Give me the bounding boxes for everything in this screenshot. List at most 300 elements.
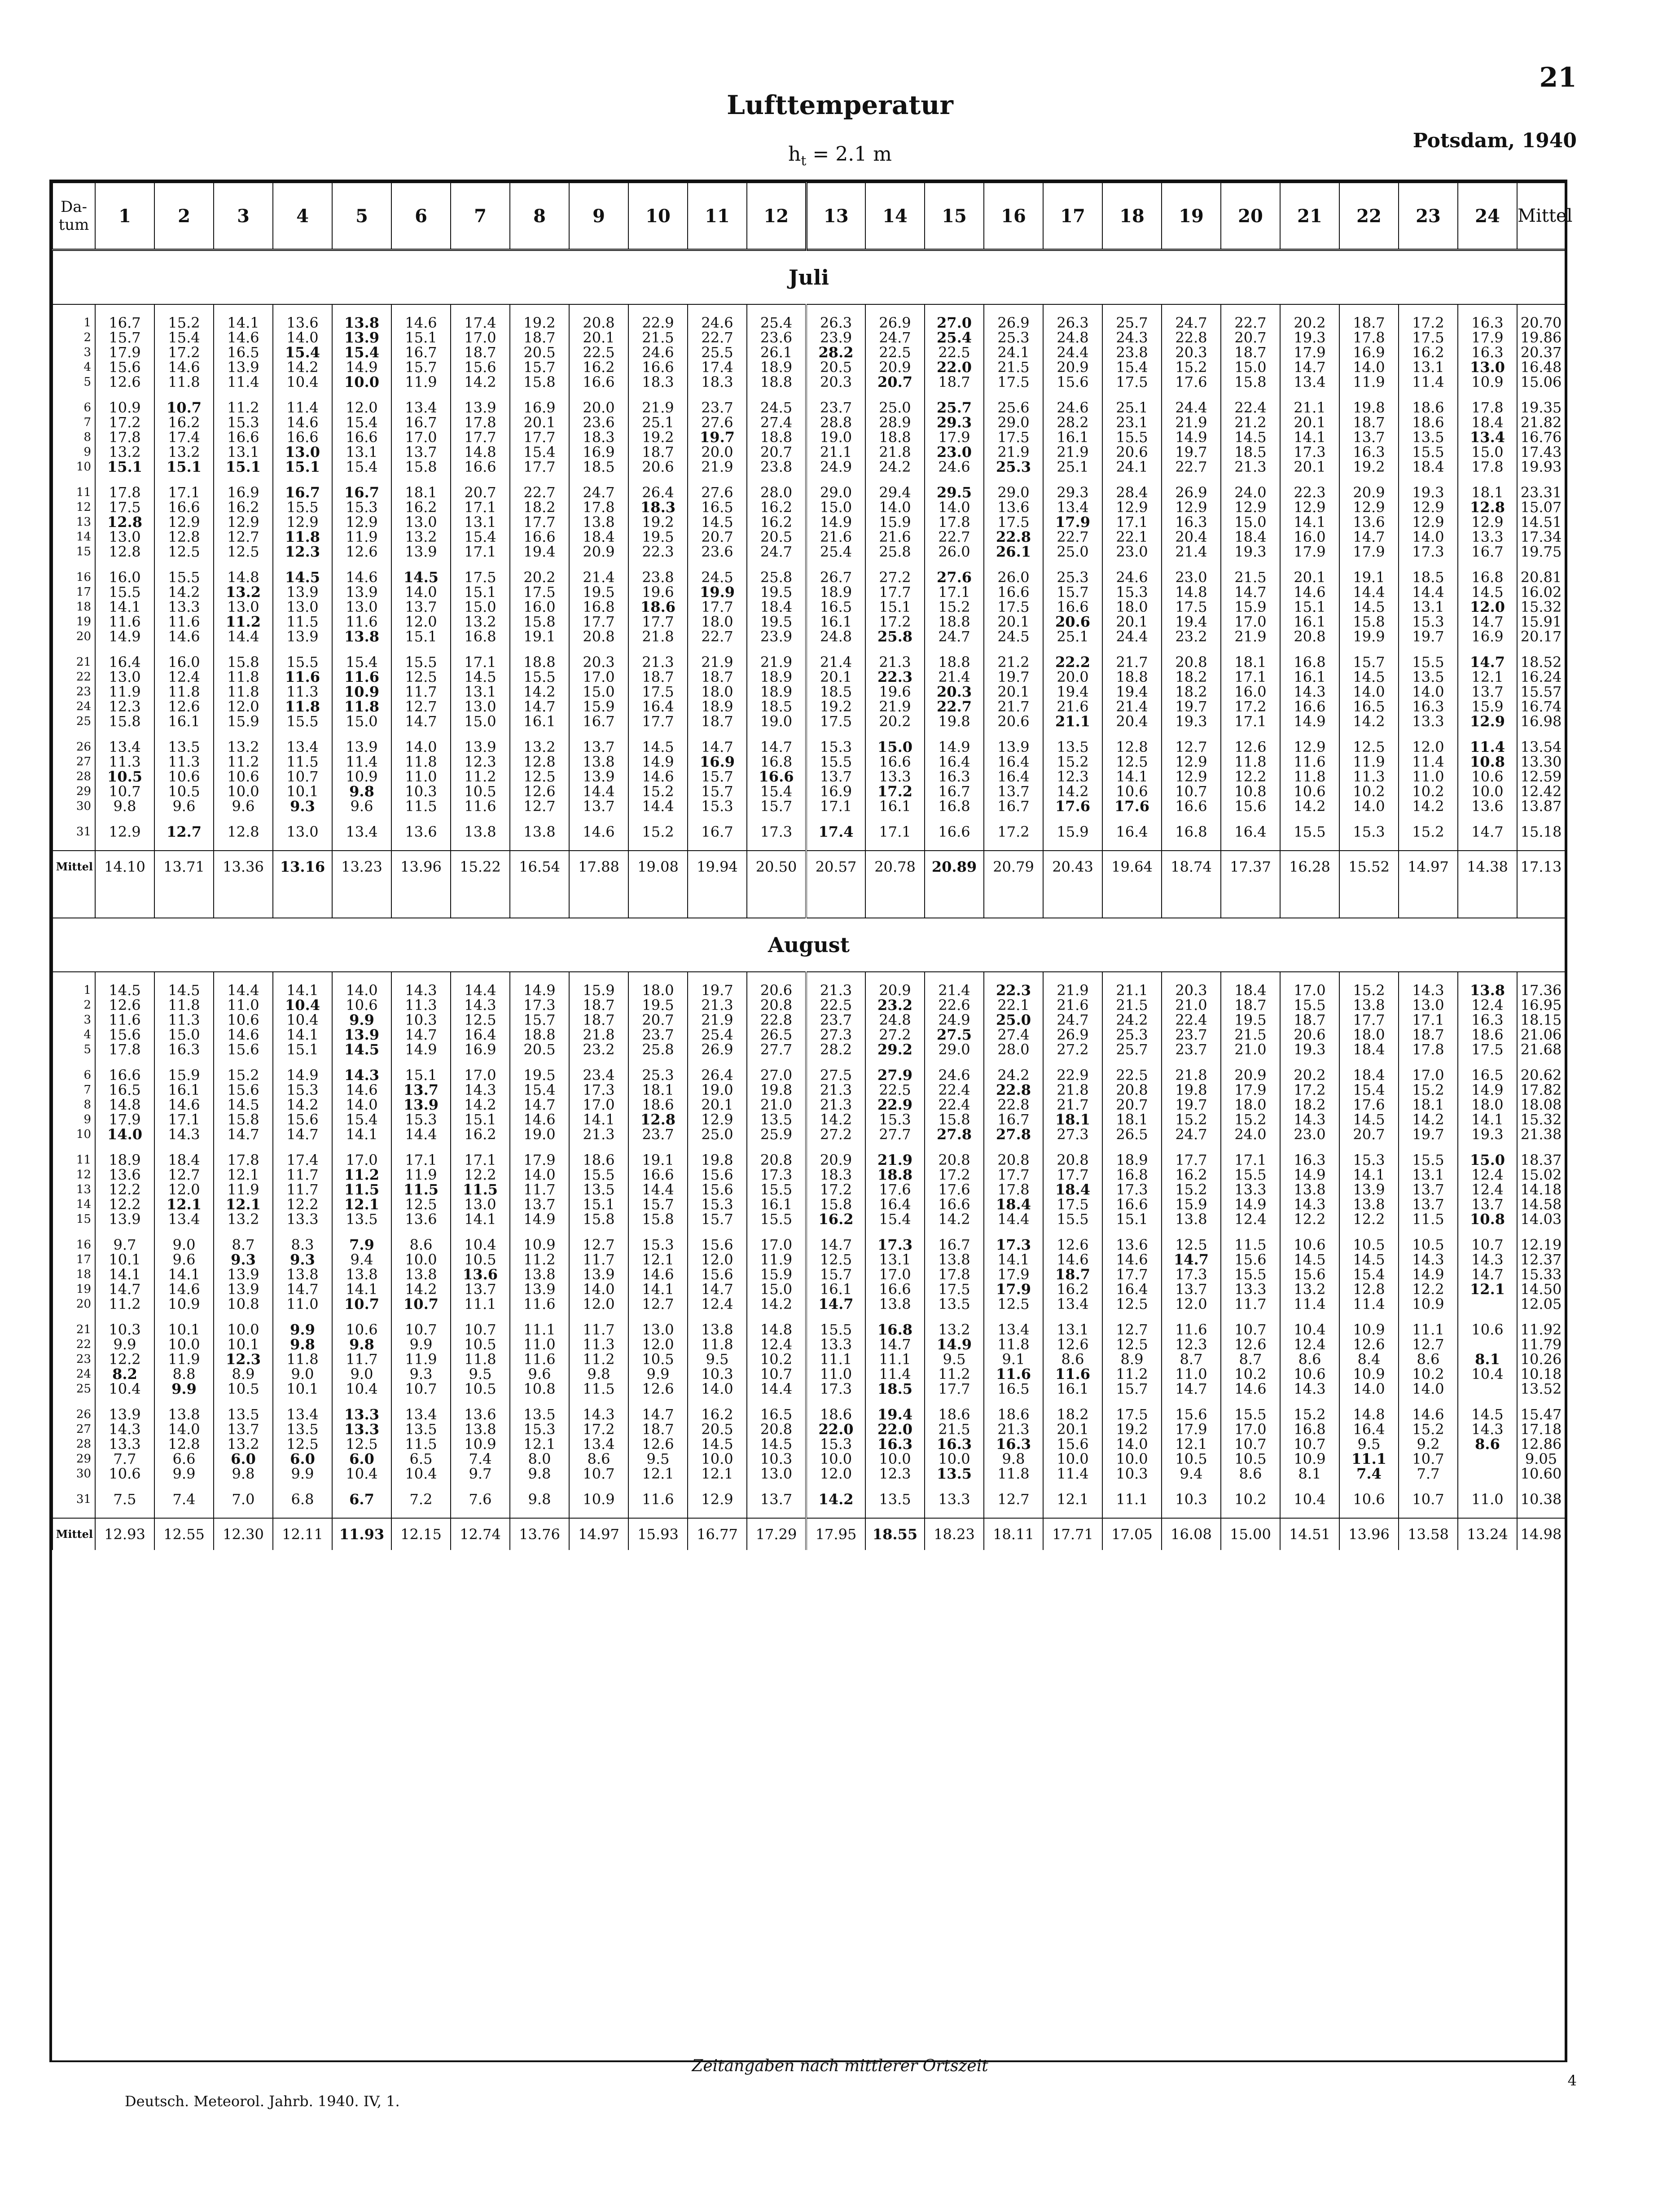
- hourly-temperature: 16.0: [1280, 530, 1339, 545]
- hourly-temperature: 13.3: [1221, 1282, 1280, 1297]
- hourly-temperature: 13.7: [1339, 430, 1399, 445]
- day-number: 20: [53, 629, 95, 644]
- hourly-temperature: 22.7: [510, 485, 569, 500]
- hourly-temperature: 14.9: [273, 1068, 332, 1083]
- hourly-temperature: 22.2: [1043, 655, 1102, 670]
- hourly-temperature: 16.4: [984, 769, 1043, 784]
- hourly-temperature: 21.8: [1162, 1068, 1221, 1083]
- hourly-temperature: 26.5: [747, 1028, 806, 1042]
- daily-mean: 16.24: [1517, 670, 1565, 685]
- hourly-temperature: 15.1: [569, 1197, 628, 1212]
- hourly-temperature: 17.5: [510, 585, 569, 600]
- hourly-temperature: 15.2: [1339, 983, 1399, 998]
- hourly-temperature: 20.2: [865, 714, 925, 729]
- empty-cell: [154, 883, 214, 918]
- hourly-temperature: 12.0: [214, 699, 273, 714]
- hour-header-5: 5: [332, 183, 391, 250]
- day-row: [53, 1407, 1565, 1422]
- hourly-temperature: 13.2: [391, 530, 451, 545]
- hourly-temperature: 15.3: [806, 740, 865, 755]
- hourly-temperature: 18.7: [688, 670, 747, 685]
- hourly-temperature: 15.9: [865, 515, 925, 530]
- hourly-temperature: 14.5: [1221, 430, 1280, 445]
- hourly-temperature: 14.2: [1399, 1112, 1458, 1127]
- hourly-temperature: 18.7: [1280, 1013, 1339, 1028]
- hourly-temperature: 14.3: [1458, 1252, 1517, 1267]
- hourly-temperature: 13.0: [273, 600, 332, 615]
- day-number: 12: [53, 500, 95, 515]
- hour-header-13: 13: [806, 183, 865, 250]
- hourly-temperature: 17.8: [214, 1153, 273, 1168]
- hourly-temperature: 17.1: [451, 500, 510, 515]
- spacer-row: [53, 304, 1565, 316]
- day-number: 31: [53, 1492, 95, 1507]
- hourly-temperature: 29.3: [925, 415, 984, 430]
- hourly-temperature: 16.8: [925, 799, 984, 814]
- hourly-temperature: 20.2: [510, 570, 569, 585]
- hourly-mean: 20.78: [865, 851, 925, 883]
- hourly-temperature: 21.4: [806, 655, 865, 670]
- hourly-temperature: 13.8: [332, 316, 391, 330]
- hourly-temperature: 17.2: [984, 825, 1043, 839]
- table-body: [53, 250, 1565, 1550]
- hourly-mean: 12.11: [273, 1518, 332, 1550]
- day-row: [53, 600, 1565, 615]
- datum-header: Da- tum: [53, 183, 95, 250]
- hourly-temperature: 16.9: [510, 400, 569, 415]
- hourly-temperature: 16.3: [925, 1437, 984, 1452]
- empty-cell: [1102, 883, 1162, 918]
- hourly-temperature: 16.6: [510, 530, 569, 545]
- empty-cell: [984, 1507, 1043, 1518]
- hourly-temperature: 10.9: [1399, 1297, 1458, 1312]
- hourly-temperature: 16.6: [332, 430, 391, 445]
- hourly-temperature: 18.7: [688, 714, 747, 729]
- hourly-temperature: 14.7: [510, 1098, 569, 1112]
- hourly-temperature: 18.0: [688, 615, 747, 629]
- hourly-temperature: 13.9: [273, 585, 332, 600]
- hourly-temperature: [1458, 1452, 1517, 1467]
- hourly-temperature: 14.0: [1102, 1437, 1162, 1452]
- hourly-temperature: 10.0: [925, 1452, 984, 1467]
- hourly-temperature: 12.1: [510, 1437, 569, 1452]
- footer-number: 4: [1567, 2072, 1577, 2089]
- hourly-temperature: 12.1: [1162, 1437, 1221, 1452]
- hourly-temperature: 16.3: [984, 1437, 1043, 1452]
- hourly-mean: 18.11: [984, 1518, 1043, 1550]
- empty-cell: [628, 839, 688, 851]
- hourly-temperature: 8.6: [1458, 1437, 1517, 1452]
- empty-cell: [865, 1507, 925, 1518]
- hourly-temperature: 14.1: [628, 1282, 688, 1297]
- hour-header-2: 2: [154, 183, 214, 250]
- hourly-temperature: 11.3: [569, 1337, 628, 1352]
- hourly-temperature: 20.2: [1280, 316, 1339, 330]
- day-row: [53, 615, 1565, 629]
- hourly-temperature: 17.1: [451, 545, 510, 559]
- hourly-temperature: 15.5: [1221, 1407, 1280, 1422]
- hourly-temperature: 18.1: [1458, 485, 1517, 500]
- hourly-temperature: 13.1: [1399, 1168, 1458, 1182]
- hourly-temperature: 15.4: [451, 530, 510, 545]
- hourly-temperature: 20.8: [984, 1153, 1043, 1168]
- hourly-temperature: 13.8: [1458, 983, 1517, 998]
- hourly-temperature: 9.3: [214, 1252, 273, 1267]
- hourly-temperature: 16.8: [1280, 1422, 1339, 1437]
- hourly-temperature: 18.8: [925, 615, 984, 629]
- day-row: [53, 655, 1565, 670]
- hourly-temperature: 12.8: [1102, 740, 1162, 755]
- hourly-temperature: 12.9: [1102, 500, 1162, 515]
- hourly-temperature: 25.4: [806, 545, 865, 559]
- hourly-temperature: 17.7: [628, 615, 688, 629]
- hourly-temperature: 14.5: [214, 1098, 273, 1112]
- hourly-temperature: 13.2: [510, 740, 569, 755]
- hourly-temperature: 18.3: [688, 375, 747, 390]
- hourly-temperature: 18.8: [747, 430, 806, 445]
- hourly-temperature: 17.5: [984, 515, 1043, 530]
- empty-cell: [1162, 839, 1221, 851]
- hourly-temperature: 18.9: [806, 585, 865, 600]
- hourly-temperature: 13.1: [332, 445, 391, 460]
- daily-mean: 17.34: [1517, 530, 1565, 545]
- hourly-temperature: 12.1: [154, 1197, 214, 1212]
- hourly-temperature: 17.3: [1162, 1267, 1221, 1282]
- hourly-temperature: 15.3: [806, 1437, 865, 1452]
- hourly-temperature: 13.1: [1399, 600, 1458, 615]
- hourly-temperature: 14.7: [747, 740, 806, 755]
- daily-mean: 17.36: [1517, 983, 1565, 998]
- hourly-temperature: 22.8: [1162, 330, 1221, 345]
- hourly-temperature: 20.1: [569, 330, 628, 345]
- spacer-row: [53, 1057, 1565, 1068]
- daily-mean: 15.47: [1517, 1407, 1565, 1422]
- hourly-temperature: 13.6: [391, 1212, 451, 1227]
- hourly-temperature: 13.1: [451, 515, 510, 530]
- hourly-temperature: 14.7: [214, 1127, 273, 1142]
- hourly-temperature: 18.6: [925, 1407, 984, 1422]
- hourly-temperature: 14.9: [510, 983, 569, 998]
- hourly-temperature: 14.6: [214, 1028, 273, 1042]
- hourly-mean: 18.23: [925, 1518, 984, 1550]
- hourly-temperature: 11.8: [984, 1467, 1043, 1481]
- hourly-temperature: 13.0: [273, 445, 332, 460]
- hourly-temperature: 12.0: [332, 400, 391, 415]
- day-number: 4: [53, 360, 95, 375]
- hourly-temperature: 13.5: [569, 1182, 628, 1197]
- hourly-temperature: 14.9: [95, 629, 154, 644]
- hourly-temperature: 15.4: [273, 345, 332, 360]
- hourly-temperature: 15.7: [688, 769, 747, 784]
- hourly-temperature: 20.1: [984, 615, 1043, 629]
- hourly-temperature: 11.0: [214, 998, 273, 1013]
- hourly-temperature: 14.9: [391, 1042, 451, 1057]
- hourly-temperature: 15.5: [1221, 1168, 1280, 1182]
- daily-mean: 16.76: [1517, 430, 1565, 445]
- hourly-temperature: 14.0: [1339, 360, 1399, 375]
- day-row: [53, 530, 1565, 545]
- hourly-temperature: 18.8: [1102, 670, 1162, 685]
- hourly-temperature: 12.6: [1221, 1337, 1280, 1352]
- hourly-temperature: 13.4: [273, 1407, 332, 1422]
- hourly-temperature: 14.2: [1280, 799, 1339, 814]
- hourly-temperature: 11.6: [332, 615, 391, 629]
- daily-mean: 15.91: [1517, 615, 1565, 629]
- hourly-temperature: 14.1: [1102, 769, 1162, 784]
- day-number: 30: [53, 799, 95, 814]
- hourly-temperature: 13.0: [391, 515, 451, 530]
- hourly-mean: 17.71: [1043, 1518, 1102, 1550]
- hourly-temperature: 20.8: [569, 316, 628, 330]
- day-row: [53, 670, 1565, 685]
- hourly-temperature: 13.2: [214, 1212, 273, 1227]
- hourly-temperature: 23.0: [1102, 545, 1162, 559]
- hourly-temperature: 27.5: [925, 1028, 984, 1042]
- hourly-temperature: 11.5: [451, 1182, 510, 1197]
- hourly-temperature: 13.9: [332, 740, 391, 755]
- hourly-temperature: 21.7: [984, 699, 1043, 714]
- day-row: [53, 1492, 1565, 1507]
- hourly-temperature: 11.6: [510, 1297, 569, 1312]
- hourly-temperature: 14.2: [273, 1098, 332, 1112]
- empty-cell: [1043, 839, 1102, 851]
- hourly-temperature: 16.4: [95, 655, 154, 670]
- hourly-temperature: 18.1: [1102, 1112, 1162, 1127]
- empty-cell: [1339, 1507, 1399, 1518]
- hourly-temperature: 20.9: [865, 983, 925, 998]
- empty-cell: [53, 1142, 95, 1153]
- hourly-temperature: 15.6: [688, 1267, 747, 1282]
- hourly-temperature: 10.9: [154, 1297, 214, 1312]
- hourly-temperature: 14.0: [1339, 685, 1399, 699]
- daily-mean: 21.68: [1517, 1042, 1565, 1057]
- hourly-temperature: 18.9: [747, 670, 806, 685]
- hourly-mean: 12.93: [95, 1518, 154, 1550]
- hourly-temperature: 11.8: [154, 375, 214, 390]
- hourly-temperature: 17.8: [1399, 1042, 1458, 1057]
- hourly-temperature: 26.4: [628, 485, 688, 500]
- hourly-temperature: 24.4: [1102, 629, 1162, 644]
- hourly-temperature: 19.3: [1280, 1042, 1339, 1057]
- hourly-temperature: 12.9: [688, 1112, 747, 1127]
- daily-mean: 13.87: [1517, 799, 1565, 814]
- hourly-temperature: 8.9: [214, 1367, 273, 1382]
- hourly-temperature: 15.4: [332, 460, 391, 474]
- hourly-temperature: 18.5: [747, 699, 806, 714]
- hourly-temperature: 18.2: [510, 500, 569, 515]
- hourly-temperature: 20.0: [688, 445, 747, 460]
- hourly-temperature: 17.0: [332, 1153, 391, 1168]
- hourly-temperature: 27.0: [925, 316, 984, 330]
- day-number: 8: [53, 430, 95, 445]
- hourly-temperature: 21.4: [925, 983, 984, 998]
- day-row: [53, 1013, 1565, 1028]
- empty-cell: [1458, 1507, 1517, 1518]
- hourly-temperature: 14.6: [273, 415, 332, 430]
- hourly-temperature: 15.9: [1458, 699, 1517, 714]
- hourly-temperature: 25.3: [984, 460, 1043, 474]
- hourly-temperature: 27.3: [806, 1028, 865, 1042]
- hourly-temperature: 12.9: [1162, 755, 1221, 769]
- hourly-temperature: 11.9: [391, 375, 451, 390]
- hourly-temperature: 16.6: [273, 430, 332, 445]
- hourly-temperature: 13.4: [95, 740, 154, 755]
- day-number: 17: [53, 1252, 95, 1267]
- hourly-temperature: 11.8: [451, 1352, 510, 1367]
- hourly-temperature: 25.1: [1043, 460, 1102, 474]
- hourly-temperature: 15.7: [510, 1013, 569, 1028]
- hourly-temperature: 14.5: [1339, 1252, 1399, 1267]
- hourly-temperature: 16.7: [925, 1238, 984, 1252]
- spacer-row: [53, 1481, 1565, 1492]
- hourly-temperature: 25.7: [1102, 1042, 1162, 1057]
- spacer-row: [53, 1396, 1565, 1407]
- hourly-temperature: 26.1: [747, 345, 806, 360]
- daily-mean: 21.06: [1517, 1028, 1565, 1042]
- hourly-temperature: 27.8: [925, 1127, 984, 1142]
- day-number: 24: [53, 1367, 95, 1382]
- hourly-temperature: 14.1: [154, 1267, 214, 1282]
- hourly-temperature: 12.9: [332, 515, 391, 530]
- hourly-temperature: 13.5: [154, 740, 214, 755]
- hourly-temperature: 15.4: [1339, 1083, 1399, 1098]
- hourly-temperature: 14.2: [806, 1112, 865, 1127]
- hourly-temperature: 13.8: [332, 1267, 391, 1282]
- hourly-temperature: 22.9: [865, 1098, 925, 1112]
- hourly-temperature: 18.0: [1458, 1098, 1517, 1112]
- day-row: [53, 1098, 1565, 1112]
- day-row: [53, 375, 1565, 390]
- hourly-temperature: 15.9: [1043, 825, 1102, 839]
- hourly-temperature: 9.5: [688, 1352, 747, 1367]
- hourly-temperature: 15.9: [154, 1068, 214, 1083]
- hourly-temperature: 12.2: [1399, 1282, 1458, 1297]
- hourly-temperature: 21.5: [984, 360, 1043, 375]
- empty-cell: [53, 474, 95, 485]
- hourly-temperature: 15.0: [1458, 445, 1517, 460]
- hourly-temperature: 18.4: [1221, 530, 1280, 545]
- empty-cell: [510, 839, 569, 851]
- hourly-temperature: 14.0: [925, 500, 984, 515]
- hourly-temperature: 15.5: [1102, 430, 1162, 445]
- hourly-temperature: 18.6: [628, 600, 688, 615]
- hourly-temperature: 21.4: [1102, 699, 1162, 714]
- daily-mean: 10.38: [1517, 1492, 1565, 1507]
- hourly-temperature: 15.2: [1399, 1422, 1458, 1437]
- hourly-temperature: 14.1: [332, 1127, 391, 1142]
- hourly-temperature: 14.5: [628, 740, 688, 755]
- day-row: [53, 1352, 1565, 1367]
- empty-cell: [510, 1507, 569, 1518]
- hourly-temperature: 12.9: [214, 515, 273, 530]
- hourly-temperature: 16.4: [1221, 825, 1280, 839]
- hourly-temperature: 17.8: [95, 430, 154, 445]
- day-number: 8: [53, 1098, 95, 1112]
- hourly-temperature: 15.8: [214, 655, 273, 670]
- hourly-temperature: 22.8: [747, 1013, 806, 1028]
- hourly-temperature: 18.9: [95, 1153, 154, 1168]
- hourly-temperature: 24.8: [1043, 330, 1102, 345]
- hourly-temperature: 8.6: [1043, 1352, 1102, 1367]
- hourly-temperature: 10.0: [154, 1337, 214, 1352]
- hourly-temperature: 22.1: [1102, 530, 1162, 545]
- hourly-temperature: 27.4: [747, 415, 806, 430]
- hourly-temperature: 18.4: [569, 530, 628, 545]
- mean-row: [53, 851, 1565, 883]
- hourly-temperature: 11.0: [391, 769, 451, 784]
- hourly-temperature: 7.7: [1399, 1467, 1458, 1481]
- hourly-temperature: 17.1: [1221, 670, 1280, 685]
- daily-mean: 12.05: [1517, 1297, 1565, 1312]
- hourly-mean: 12.74: [451, 1518, 510, 1550]
- hourly-temperature: 14.5: [332, 1042, 391, 1057]
- hourly-temperature: 7.0: [214, 1492, 273, 1507]
- hourly-temperature: 8.1: [1280, 1467, 1339, 1481]
- hourly-temperature: 15.7: [628, 1197, 688, 1212]
- daily-mean: 23.31: [1517, 485, 1565, 500]
- hourly-temperature: [1458, 1382, 1517, 1396]
- hourly-temperature: 15.4: [332, 345, 391, 360]
- hourly-temperature: 14.3: [1280, 685, 1339, 699]
- daily-mean: 14.58: [1517, 1197, 1565, 1212]
- empty-cell: [1221, 839, 1280, 851]
- hourly-temperature: 17.1: [451, 655, 510, 670]
- day-row: [53, 1212, 1565, 1227]
- hourly-temperature: 19.6: [628, 585, 688, 600]
- hourly-temperature: 17.9: [984, 1267, 1043, 1282]
- hourly-mean: 17.05: [1102, 1518, 1162, 1550]
- empty-cell: [1517, 839, 1565, 851]
- day-row: [53, 998, 1565, 1013]
- daily-mean: 15.06: [1517, 375, 1565, 390]
- hourly-mean: 15.52: [1339, 851, 1399, 883]
- hourly-temperature: 18.4: [1043, 1182, 1102, 1197]
- hourly-temperature: 16.8: [569, 600, 628, 615]
- hourly-temperature: 15.4: [1102, 360, 1162, 375]
- empty-cell: [53, 1507, 95, 1518]
- daily-mean: 16.02: [1517, 585, 1565, 600]
- hourly-temperature: 12.5: [984, 1297, 1043, 1312]
- hourly-temperature: 27.4: [984, 1028, 1043, 1042]
- hourly-temperature: 21.6: [865, 530, 925, 545]
- hourly-temperature: 27.9: [865, 1068, 925, 1083]
- hourly-temperature: 22.7: [1162, 460, 1221, 474]
- hourly-temperature: 21.9: [688, 655, 747, 670]
- hourly-temperature: 17.3: [984, 1238, 1043, 1252]
- hourly-temperature: 27.7: [865, 1127, 925, 1142]
- hourly-temperature: 17.2: [1399, 316, 1458, 330]
- hourly-mean: 15.93: [628, 1518, 688, 1550]
- hourly-temperature: 18.7: [451, 345, 510, 360]
- hourly-temperature: 22.3: [628, 545, 688, 559]
- hourly-temperature: 13.9: [332, 1028, 391, 1042]
- hourly-temperature: 19.3: [1221, 545, 1280, 559]
- hourly-temperature: 18.5: [865, 1382, 925, 1396]
- hourly-temperature: 25.0: [865, 400, 925, 415]
- hourly-temperature: 20.7: [865, 375, 925, 390]
- hourly-temperature: 12.0: [688, 1252, 747, 1267]
- hourly-temperature: 16.6: [865, 755, 925, 769]
- hourly-temperature: 21.9: [984, 445, 1043, 460]
- hour-header-21: 21: [1280, 183, 1339, 250]
- hourly-temperature: 14.7: [1458, 1267, 1517, 1282]
- hourly-temperature: 13.5: [214, 1407, 273, 1422]
- hourly-temperature: 11.3: [154, 755, 214, 769]
- hourly-temperature: 13.6: [1102, 1238, 1162, 1252]
- hourly-temperature: 15.0: [747, 1282, 806, 1297]
- hourly-temperature: 15.4: [332, 415, 391, 430]
- hourly-temperature: 12.3: [95, 699, 154, 714]
